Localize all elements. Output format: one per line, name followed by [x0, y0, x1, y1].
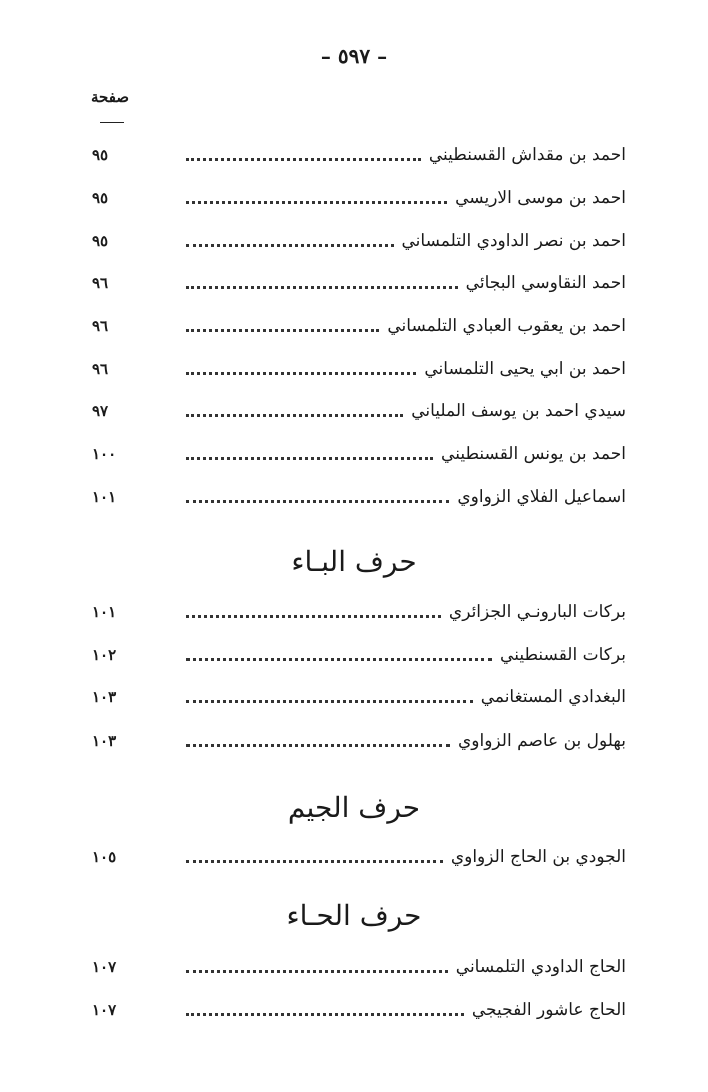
dot-leader [186, 372, 416, 375]
index-entry [92, 952, 626, 980]
dot-leader [186, 457, 433, 460]
entry-name: بركات البارونـي الجزائري [448, 602, 626, 622]
index-entry [92, 140, 626, 168]
index-entry [92, 682, 626, 710]
entry-page: ٩٦ [92, 274, 109, 292]
dot-leader [186, 700, 473, 703]
entry-name: احمد بن مقداش القسنطيني [428, 145, 626, 165]
entry-name: بركات القسنطيني [500, 645, 626, 665]
entry-name: سيدي احمد بن يوسف الملياني [411, 401, 626, 421]
entry-name: احمد بن يعقوب العبادي التلمساني [387, 316, 626, 336]
entry-page: ٩٧ [92, 402, 109, 420]
entry-page: ١٠٧ [92, 958, 117, 976]
entry-page: ١٠٥ [92, 848, 117, 866]
index-entry [92, 226, 626, 254]
dot-leader [186, 500, 449, 503]
dot-leader [186, 658, 492, 661]
entry-name: بهلول بن عاصم الزواوي [457, 731, 626, 751]
index-entry [92, 726, 626, 754]
dot-leader [186, 860, 443, 863]
entry-page: ١٠٠ [92, 445, 117, 463]
index-entry [92, 842, 626, 870]
entry-page: ٩٦ [92, 317, 109, 335]
section-heading-haa: حرف الحـاء [286, 899, 422, 932]
dot-leader [186, 615, 441, 618]
entry-name: الحاج الداودي التلمساني [455, 957, 626, 977]
entry-name: احمد بن يونس القسنطيني [441, 444, 626, 464]
entry-name: احمد بن ابي يحيى التلمساني [424, 359, 626, 379]
entry-page: ١٠٢ [92, 646, 117, 664]
section-heading-jeem: حرف الجيم [287, 791, 421, 824]
dot-leader [186, 414, 403, 417]
entry-page: ٩٥ [92, 189, 109, 207]
entry-name: الجودي بن الحاج الزواوي [450, 847, 626, 867]
entry-name: احمد بن موسى الاريسي [455, 188, 626, 208]
page-number: – ٥٩٧ – [320, 44, 388, 68]
index-entry [92, 311, 626, 339]
entry-name: احمد النقاوسي البجائي [465, 273, 626, 293]
entry-page: ٩٥ [92, 146, 109, 164]
dot-leader [186, 1013, 464, 1016]
index-entry [92, 597, 626, 625]
entry-page: ١٠١ [92, 603, 117, 621]
index-entry [92, 995, 626, 1023]
entry-page: ١٠١ [92, 488, 117, 506]
entry-page: ٩٥ [92, 232, 109, 250]
section-heading-baa: حرف البـاء [291, 545, 417, 578]
entry-name: البغدادي المستغانمي [480, 687, 626, 707]
entry-page: ٩٦ [92, 360, 109, 378]
index-entry [92, 268, 626, 296]
dot-leader [186, 201, 447, 204]
index-entry [92, 396, 626, 424]
dot-leader [186, 744, 450, 747]
index-entry [92, 640, 626, 668]
page-column-header: صفحة [90, 88, 130, 106]
entry-name: الحاج عاشور الفجيجي [471, 1000, 626, 1020]
entry-name: احمد بن نصر الداودي التلمساني [401, 231, 626, 251]
dot-leader [186, 244, 394, 247]
index-entry [92, 354, 626, 382]
dot-leader [186, 970, 448, 973]
entry-name: اسماعيل الفلاي الزواوي [457, 487, 626, 507]
dot-leader [186, 158, 421, 161]
entry-page: ١٠٣ [92, 688, 117, 706]
entry-page: ١٠٧ [92, 1001, 117, 1019]
dot-leader [186, 286, 458, 289]
dot-leader [186, 329, 379, 332]
entry-page: ١٠٣ [92, 732, 117, 750]
index-entry [92, 439, 626, 467]
column-header-rule [100, 122, 124, 123]
index-entry [92, 183, 626, 211]
index-entry [92, 482, 626, 510]
